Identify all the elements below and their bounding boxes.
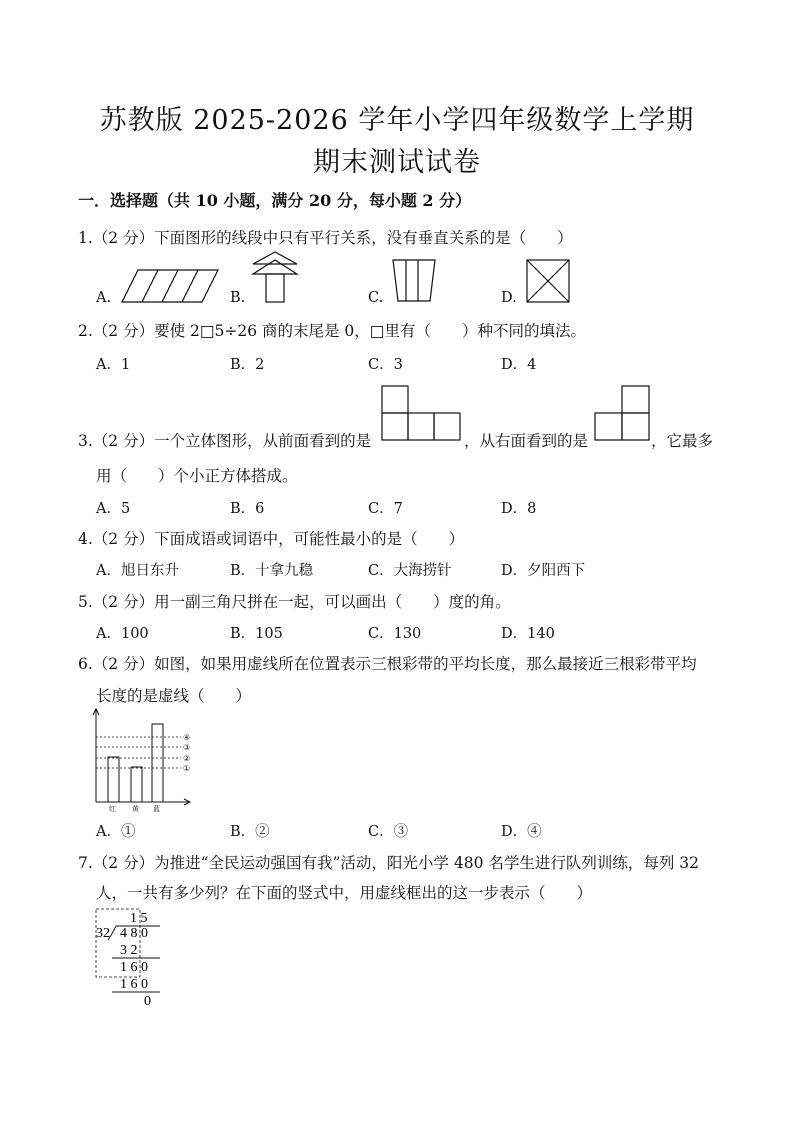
page-title-line1: 苏教版 2025-2026 学年小学四年级数学上学期 (99, 105, 695, 136)
dividend: 4 8 0 (120, 926, 148, 941)
q6-option-a[interactable]: A．① (96, 824, 136, 840)
section-heading: 一．选择题（共 10 小题，满分 20 分，每小题 2 分） (78, 191, 472, 210)
q4-option-d[interactable]: D．夕阳西下 (501, 563, 586, 579)
q5-option-a[interactable]: A．100 (96, 626, 149, 642)
ribbon-bar-figure (88, 706, 198, 813)
q2-option-b[interactable]: B．2 (230, 357, 265, 373)
trapezoid-figure (390, 257, 440, 305)
step-160: 1 6 0 (120, 960, 148, 975)
long-division-figure (92, 906, 172, 1009)
q1-option-c[interactable]: C. (368, 290, 384, 306)
line-label-4: ④ (183, 733, 191, 742)
q1-option-a[interactable]: A. (96, 290, 112, 306)
line-label-1: ① (183, 764, 191, 773)
q2-option-d[interactable]: D．4 (501, 357, 537, 373)
arrow-figure (250, 250, 310, 304)
question-7-stem-line1: 7.（2 分）为推进“全民运动强国有我”活动，阳光小学 480 名学生进行队列训练，每列 32 (78, 854, 700, 872)
q2-option-a[interactable]: A．1 (96, 357, 131, 373)
step-160-sub: 1 6 0 (120, 977, 148, 992)
page-title-line2: 期末测试试卷 (313, 147, 481, 178)
right-view-figure (593, 384, 653, 442)
question-7-stem-line2: 人，一共有多少列？在下面的竖式中，用虚线框出的这一步表示（ ） (96, 884, 593, 902)
q1-option-b[interactable]: B. (230, 290, 246, 306)
q3-option-d[interactable]: D．8 (501, 501, 537, 517)
parallelogram-figure (114, 266, 224, 306)
q4-option-b[interactable]: B．十拿九稳 (230, 563, 314, 579)
q1-option-d[interactable]: D. (501, 290, 517, 306)
question-1-stem: 1.（2 分）下面图形的线段中只有平行关系，没有垂直关系的是（ ） (78, 229, 573, 247)
q6-option-b[interactable]: B．② (230, 824, 270, 840)
quotient: 1 5 (130, 911, 148, 926)
q4-option-c[interactable]: C．大海捞针 (368, 563, 452, 579)
remainder: 0 (144, 994, 151, 1009)
question-3-stem-part3: ，它最多 (651, 432, 714, 450)
bar-label-blue: 蓝 (153, 805, 160, 813)
question-3-stem-part1: 3.（2 分）一个立体图形，从前面看到的是 (78, 432, 372, 450)
question-3-stem-part4: 用（ ）个小正方体搭成。 (96, 467, 298, 485)
front-view-figure (380, 384, 464, 442)
q6-option-c[interactable]: C．③ (368, 824, 409, 840)
divisor: 32 (96, 926, 110, 941)
q3-option-a[interactable]: A．5 (96, 501, 131, 517)
q5-option-b[interactable]: B．105 (230, 626, 283, 642)
line-label-3: ③ (183, 743, 191, 752)
q4-option-a[interactable]: A．旭日东升 (96, 563, 179, 579)
question-6-stem-line1: 6.（2 分）如图，如果用虚线所在位置表示三根彩带的平均长度，那么最接近三根彩带平均 (78, 655, 697, 673)
q3-option-c[interactable]: C．7 (368, 501, 403, 517)
bar-blue (152, 724, 163, 802)
step-32: 3 2 (120, 943, 138, 958)
bar-yellow (131, 767, 142, 802)
q2-option-c[interactable]: C．3 (368, 357, 403, 373)
crossed-square-figure (525, 258, 571, 304)
bar-red (108, 757, 119, 802)
bar-label-red: 红 (109, 805, 116, 813)
question-2-stem: 2.（2 分）要使 2□5÷26 商的末尾是 0，□里有（ ）种不同的填法。 (78, 322, 586, 340)
line-label-2: ② (183, 754, 191, 763)
q3-option-b[interactable]: B．6 (230, 501, 265, 517)
bar-label-yellow: 黄 (132, 805, 139, 813)
q6-option-d[interactable]: D．④ (501, 824, 542, 840)
q5-option-c[interactable]: C．130 (368, 626, 422, 642)
question-3-stem-part2: ，从右面看到的是 (464, 432, 589, 450)
question-4-stem: 4.（2 分）下面成语或词语中，可能性最小的是（ ） (78, 530, 465, 548)
question-5-stem: 5.（2 分）用一副三角尺拼在一起，可以画出（ ）度的角。 (78, 593, 511, 611)
question-6-stem-line2: 长度的是虚线（ ） (96, 687, 252, 705)
q5-option-d[interactable]: D．140 (501, 626, 555, 642)
